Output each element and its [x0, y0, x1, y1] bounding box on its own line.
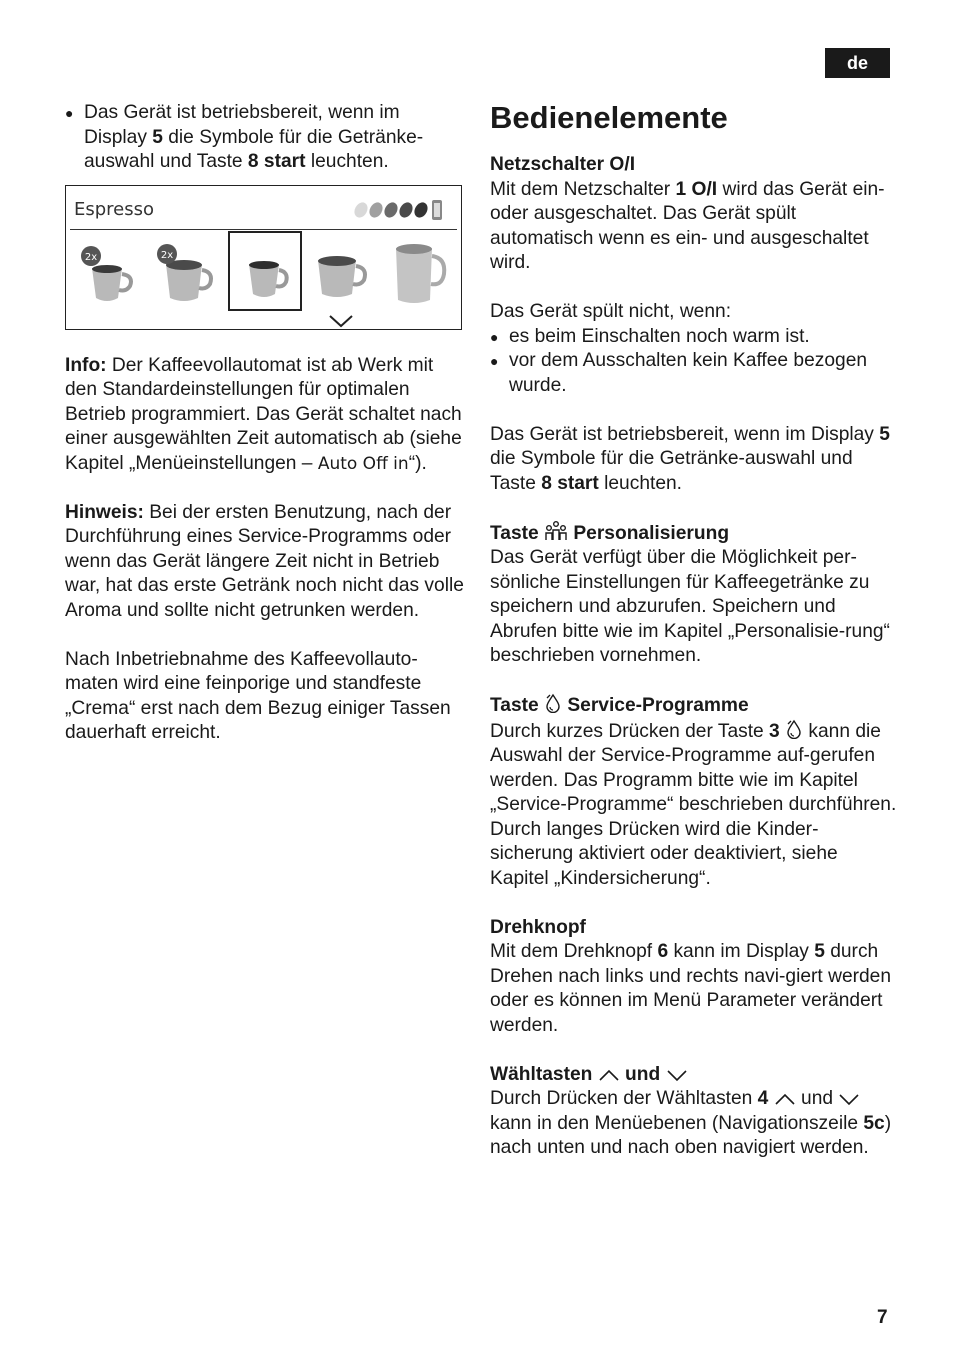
personalisierung-heading: Taste Personalisierung: [490, 522, 730, 544]
bean-strength-icon: [353, 198, 445, 222]
waehltasten-heading: Wähltasten und: [490, 1063, 900, 1088]
right-column: [490, 101, 900, 1161]
service-text: Durch kurzes Drücken der Taste 3 kann die Auswahl der Service-Programme auf-gerufen werden. Das Programm bitte wie im Kapitel „Service-Programme“ beschrieben durchführen.: [490, 720, 897, 815]
list-item: ● es beim Einschalten noch warm ist.: [490, 325, 900, 350]
ready-paragraph: Das Gerät ist betriebsbereit, wenn im Display 5 die Symbole für die Getränke-auswahl und Taste 8 start leuchten.: [490, 423, 890, 494]
crema-paragraph: Nach Inbetriebnahme des Kaffeevollauto-maten wird eine feinporige und standfeste „Crema“ erst nach dem Bezug einiger Tassen dauerhaft erreicht.: [65, 648, 451, 743]
waehltasten-text: Durch Drücken der Wähltasten 4 und kann in den Menüebenen (Navigationszeile 5c) nach unten und nach oben navigiert werden.: [490, 1088, 892, 1158]
chevron-up-icon: [598, 1068, 620, 1082]
chevron-down-icon: [838, 1092, 860, 1106]
language-badge: de: [825, 48, 890, 78]
bullet-dot: ●: [490, 328, 499, 345]
list-item: ● vor dem Ausschalten kein Kaffee bezogen wurde.: [490, 350, 868, 396]
bullet-dot: ●: [490, 353, 499, 369]
personalization-icon: [544, 521, 568, 541]
double-espresso-cup-icon: [78, 242, 146, 308]
drehknopf-heading: Drehknopf: [490, 916, 586, 938]
bullet-dot: ●: [65, 105, 74, 121]
chevron-down-icon: [666, 1068, 688, 1082]
left-column: [65, 101, 465, 746]
chevron-down-icon: [328, 314, 354, 328]
spuelt-nicht-intro: Das Gerät spült nicht, wenn:: [490, 301, 732, 322]
page-number: 7: [877, 1307, 888, 1328]
svg-text:2x: 2x: [160, 249, 174, 261]
chevron-up-icon: [774, 1092, 796, 1106]
netzschalter-heading: Netzschalter O/I: [490, 154, 636, 175]
display-title: Espresso: [74, 198, 155, 220]
kindersicherung-text: Durch langes Drücken wird die Kinder-sicherung aktiviert oder deaktiviert, siehe Kapitel „Kindersicherung“.: [490, 818, 838, 889]
double-coffee-cup-icon: [154, 242, 222, 308]
hinweis-paragraph: Hinweis: Bei der ersten Benutzung, nach der Durchführung eines Service-Programms oder wenn das Gerät längere Zeit nicht in Betrieb war, hat das erste Getränk noch nicht das volle Aroma und sollte nicht getrunken werden.: [65, 501, 464, 621]
section-title: Bedienelemente: [490, 100, 728, 135]
display-illustration: [65, 185, 462, 330]
display-divider: [70, 229, 457, 230]
service-heading: Taste Service-Programme: [490, 695, 749, 716]
personalisierung-text: Das Gerät verfügt über die Möglichkeit per-sönliche Einstellungen für Kaffeegetränke zu speichern und abzurufen. Speichern und Abrufen bitte wie im Kapitel „Personalisie-rung“ beschrieben vornehmen.: [490, 547, 890, 666]
netzschalter-text: Mit dem Netzschalter 1 O/I wird das Gerät ein- oder ausgeschaltet. Das Gerät spült automatisch wenn es ein- und ausgeschaltet wird.: [490, 178, 885, 273]
coffee-cup-icon: [306, 242, 374, 308]
large-coffee-cup-icon: [384, 242, 452, 308]
drehknopf-text: Mit dem Drehknopf 6 kann im Display 5 durch Drehen nach links und rechts navi-giert werden oder es können im Menü Parameter verändert werden.: [490, 941, 892, 1036]
espresso-cup-icon: [231, 242, 299, 308]
service-drop-icon: [785, 719, 803, 739]
svg-text:2x: 2x: [84, 251, 98, 263]
ready-bullet: ● Das Gerät ist betriebsbereit, wenn im Display 5 die Symbole für die Getränke-auswahl und Taste 8 start leuchten.: [65, 102, 424, 172]
info-paragraph: Info: Der Kaffeevollautomat ist ab Werk mit den Standardeinstellungen für optimalen Betrieb programmiert. Das Gerät schaltet nach einer ausgewählten Zeit automatisch ab (siehe Kapitel „Menüeinstellungen – Auto Off in“).: [65, 354, 462, 474]
service-drop-icon: [544, 693, 562, 713]
